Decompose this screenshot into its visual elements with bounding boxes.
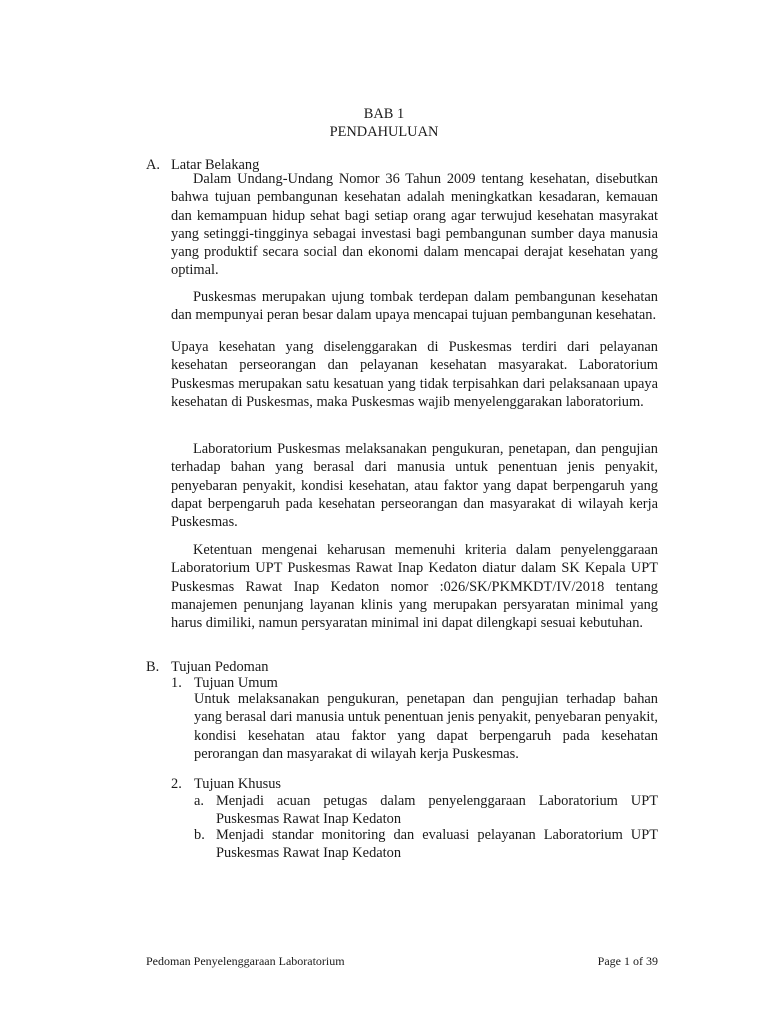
paragraph-1: Dalam Undang-Undang Nomor 36 Tahun 2009 tentang kesehatan, disebutkan bahwa tujuan pembangunan kesehatan adalah meningkatkan kesadaran, kemauan dan kemampuan hidup sehat bagi setiap orang agar terwujud kesehatan masyrakat yang setinggi-tingginya sebagai investasi bagi pembangunan sumber daya manusia yang produktif secara social dan ekonomi dalam mencapai derajat kesehatan yang optimal. bbox=[171, 171, 658, 279]
section-b-marker: B. bbox=[146, 659, 160, 675]
paragraph-2: Puskesmas merupakan ujung tombak terdepan dalam pembangunan kesehatan dan mempunyai peran besar dalam upaya mencapai tujuan pembangunan kesehatan. bbox=[171, 289, 658, 324]
item-1-title: Tujuan Umum bbox=[194, 675, 278, 691]
item-1-text: Untuk melaksanakan pengukuran, penetapan dan pengujian terhadap bahan yang berasal dari manusia untuk penentuan jenis penyakit, penyebaran penyakit, kondisi kesehatan atau faktor yang dapat berpengaruh pada kesehatan perorangan dan masyarakat di wilayah kerja Puskesmas. bbox=[194, 691, 658, 762]
chapter-number: BAB 1 bbox=[363, 106, 405, 122]
section-b-title: Tujuan Pedoman bbox=[171, 659, 269, 675]
footer-page-number: Page 1 of 39 bbox=[597, 954, 658, 968]
paragraph-5: Ketentuan mengenai keharusan memenuhi kriteria dalam penyelenggaraan Laboratorium UPT Puskesmas Rawat Inap Kedaton diatur dalam SK Kepala UPT Puskesmas Rawat Inap Kedaton nomor :026/SK/PKMKDT/IV/2018 tentang manajemen penunjang layanan klinis yang merupakan persyaratan minimal yang harus dimiliki, namun persyaratan minimal ini dapat dilengkapi sesuai kebutuhan. bbox=[171, 542, 658, 632]
paragraph-4: Laboratorium Puskesmas melaksanakan pengukuran, penetapan, dan pengujian terhadap bahan yang berasal dari manusia untuk penentuan jenis penyakit, penyebaran penyakit, kondisi kesehatan, atau faktor yang dapat berpengaruh yang dapat berpengaruh pada kesehatan perseorangan dan masyarakat di wilayah kerja Puskesmas. bbox=[171, 441, 658, 531]
footer-document-title: Pedoman Penyelenggaraan Laboratorium bbox=[146, 954, 345, 968]
section-a-title: Latar Belakang bbox=[171, 157, 260, 173]
subitem-a-marker: a. bbox=[194, 793, 204, 809]
subitem-b-marker: b. bbox=[194, 827, 205, 843]
item-2-marker: 2. bbox=[171, 776, 182, 792]
section-a-marker: A. bbox=[146, 157, 160, 173]
item-1-marker: 1. bbox=[171, 675, 182, 691]
subitem-b-text: Menjadi standar monitoring dan evaluasi pelayanan Laboratorium UPT Puskesmas Rawat Inap Kedaton bbox=[216, 827, 658, 862]
item-2-title: Tujuan Khusus bbox=[194, 776, 282, 792]
chapter-title: PENDAHULUAN bbox=[329, 124, 439, 140]
subitem-a-text: Menjadi acuan petugas dalam penyelenggaraan Laboratorium UPT Puskesmas Rawat Inap Kedaton bbox=[216, 793, 658, 828]
paragraph-3: Upaya kesehatan yang diselenggarakan di Puskesmas terdiri dari pelayanan kesehatan perseorangan dan pelayanan kesehatan masyarakat. Laboratorium Puskesmas merupakan satu kesatuan yang tidak terpisahkan dari pelaksanaan upaya kesehatan di Puskesmas, maka Puskesmas wajib menyelenggarakan laboratorium. bbox=[171, 339, 658, 410]
